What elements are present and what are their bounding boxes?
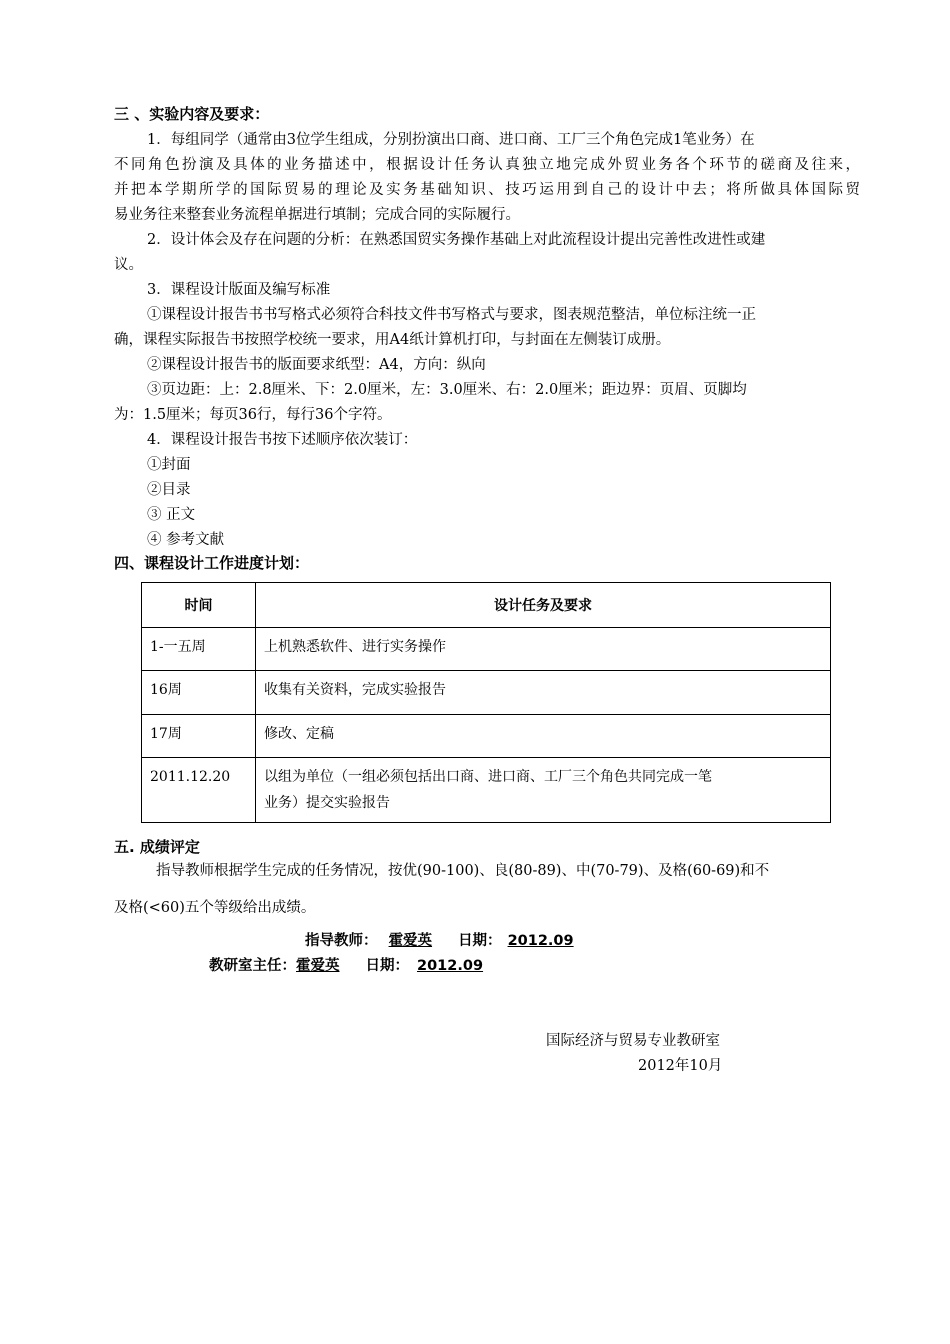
p2-line-2: 议。 bbox=[114, 257, 143, 273]
row-time: 2011.12.20 bbox=[142, 758, 256, 823]
p3a-line-1: ①课程设计报告书书写格式必须符合科技文件书写格式与要求，图表规范整洁，单位标注统一正 bbox=[147, 307, 756, 323]
advisor-name: 霍爱英 bbox=[388, 933, 433, 949]
p1-line-1: 1．每组同学（通常由3位学生组成，分别扮演出口商、进口商、工厂三个角色完成1笔业务）在 bbox=[147, 132, 755, 148]
advisor-label: 指导教师： bbox=[305, 933, 378, 949]
row-time: 1-一五周 bbox=[142, 628, 256, 671]
table-row bbox=[142, 628, 831, 671]
order-item-toc: ②目录 bbox=[147, 482, 191, 498]
row-task-line-1: 以组为单位（一组必须包括出口商、进口商、工厂三个角色共同完成一笔 bbox=[264, 769, 712, 785]
p2-line-1: 2．设计体会及存在问题的分析：在熟悉国贸实务操作基础上对此流程设计提出完善性改进性或建 bbox=[147, 232, 766, 248]
table-row bbox=[142, 671, 831, 715]
header-task: 设计任务及要求 bbox=[256, 583, 831, 628]
row-task-line-2: 业务）提交实验报告 bbox=[264, 795, 390, 811]
p4-title: 4．课程设计报告书按下述顺序依次装订： bbox=[147, 432, 418, 448]
date-value-2: 2012.09 bbox=[417, 958, 484, 974]
row-task: 上机熟悉软件、进行实务操作 bbox=[256, 628, 831, 671]
row-time: 16周 bbox=[142, 671, 256, 715]
section4-heading: 四、课程设计工作进度计划： bbox=[114, 554, 310, 572]
footer-date: 2012年10月 bbox=[638, 1058, 723, 1074]
date-label-2: 日期： bbox=[365, 958, 409, 974]
grading-line-2: 及格(<60)五个等级给出成绩。 bbox=[114, 900, 316, 916]
date-value: 2012.09 bbox=[507, 933, 574, 949]
p3b-line: ②课程设计报告书的版面要求纸型：A4，方向：纵向 bbox=[147, 357, 486, 373]
director-signature-line bbox=[209, 956, 487, 976]
row-task: 修改、定稿 bbox=[256, 715, 831, 758]
p3a-line-2: 确，课程实际报告书按照学校统一要求，用A4纸计算机打印，与封面在左侧装订成册。 bbox=[114, 332, 671, 348]
grading-line-1: 指导教师根据学生完成的任务情况，按优(90-100)、良(80-89)、中(70-79)、及格(60-69)和不 bbox=[156, 863, 770, 879]
row-task: 收集有关资料，完成实验报告 bbox=[256, 671, 831, 715]
header-time: 时间 bbox=[142, 583, 256, 628]
schedule-table bbox=[141, 582, 831, 823]
order-item-cover: ①封面 bbox=[147, 457, 191, 473]
p3c-line-2: 为：1.5厘米；每页36行，每行36个字符。 bbox=[114, 407, 392, 423]
date-label: 日期： bbox=[458, 933, 502, 949]
section3-heading: 三 、实验内容及要求： bbox=[114, 105, 270, 123]
director-name: 霍爱英 bbox=[296, 958, 340, 974]
table-row bbox=[142, 715, 831, 758]
order-item-body: ③ 正文 bbox=[147, 507, 196, 523]
table-header-row bbox=[142, 583, 831, 628]
order-item-references: ④ 参考文献 bbox=[147, 532, 225, 548]
p3c-line-1: ③页边距：上：2.8厘米、下：2.0厘米，左：3.0厘米、右：2.0厘米；距边界：页眉、页脚均 bbox=[147, 382, 747, 398]
section5-heading: 五. 成绩评定 bbox=[114, 838, 200, 856]
p1-line-3: 并把本学期所学的国际贸易的理论及实务基础知识、技巧运用到自己的设计中去；将所做具体国际贸 bbox=[114, 182, 860, 198]
p3-title: 3．课程设计版面及编写标准 bbox=[147, 282, 331, 298]
director-label: 教研室主任： bbox=[209, 958, 296, 974]
p1-line-2: 不同角色扮演及具体的业务描述中，根据设计任务认真独立地完成外贸业务各个环节的磋商及往来， bbox=[114, 157, 860, 173]
row-time: 17周 bbox=[142, 715, 256, 758]
p1-line-4: 易业务往来整套业务流程单据进行填制；完成合同的实际履行。 bbox=[114, 207, 520, 223]
row-task bbox=[256, 758, 831, 823]
table-row bbox=[142, 758, 831, 823]
footer-office: 国际经济与贸易专业教研室 bbox=[546, 1033, 720, 1049]
advisor-signature-line bbox=[305, 931, 582, 951]
